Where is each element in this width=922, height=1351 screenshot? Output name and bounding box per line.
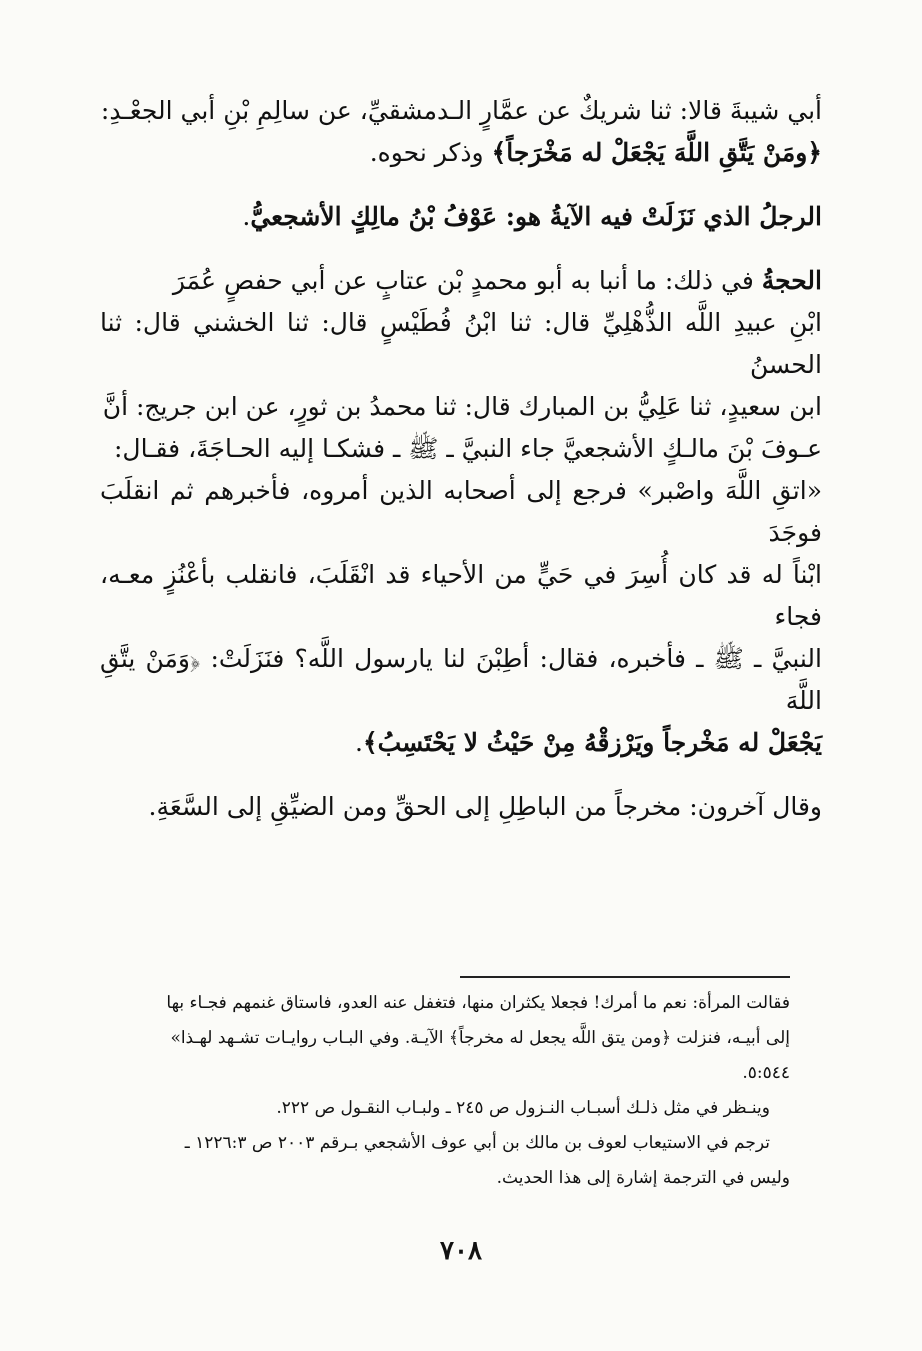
quran-verse: ﴿ومَنْ يَتَّقِ اللَّهَ يَجْعَلْ له مَخْرَجاً﴾ <box>491 138 822 167</box>
footnote-line: ترجم في الاستيعاب لعوف بن مالك بن أبي عوف الأشجعي بـرقم ٢٠٠٣ ص ١٢٢٦:٣ ـ <box>184 1133 770 1153</box>
page-number: ٧٠٨ <box>440 1236 482 1266</box>
paragraph-2 <box>100 196 822 238</box>
text-line <box>100 722 822 764</box>
text-line <box>100 196 822 238</box>
heading-statement: الرجلُ الذي نَزَلَتْ فيه الآيةُ هو: عَوْفُ بْنُ مالِكٍ الأشجعيُّ <box>250 202 822 231</box>
footnote-line: فقالت المرأة: نعم ما أمرك! فجعلا يكثران منها، فتغفل عنه العدو، فاستاق غنمهم فجـاء بها <box>166 993 790 1013</box>
text-fragment: . <box>355 728 363 757</box>
footnote-line: وينـظر في مثل ذلـك أسبـاب النـزول ص ٢٤٥ ـ ولبـاب النقـول ص ٢٢٢. <box>276 1098 770 1118</box>
quran-verse: يَجْعَلْ له مَخْرجاً ويَرْزقْهُ مِنْ حَيْثُ لا يَحْتَسِبُ﴾ <box>362 728 822 757</box>
text-line: النبيَّ ـ ﷺ ـ فأخبره، فقال: أطِبْنَ لنا يارسول اللَّه؟ فنَزَلَتْ: ﴿وَمَنْ يتَّقِ اللَّهَ <box>100 644 822 715</box>
text-line: وقال آخرون: مخرجاً من الباطِلِ إلى الحقِّ ومن الضيِّقِ إلى السَّعَةِ. <box>148 792 822 821</box>
text-line: ابن سعيدٍ، ثنا عَلِيُّ بن المبارك قال: ثنا محمدُ بن ثورٍ، عن ابن جريج: أنَّ <box>102 392 822 421</box>
text-line: ابْنِ عبيدِ اللَّه الذُّهْلِيِّ قال: ثنا ابْنُ فُطَيْسٍ قال: ثنا الخشني قال: ثنا الحسنُ <box>100 308 822 379</box>
text-line: أبي شيبةَ قالا: ثنا شريكٌ عن عمَّارٍ الـدمشقيِّ، عن سالِمِ بْنِ أبي الجعْـدِ: <box>100 96 822 125</box>
paragraph-1 <box>100 90 822 174</box>
footnote-line: ٥:٥٤٤. <box>742 1063 790 1083</box>
text-line <box>100 132 822 174</box>
text-line: ابْناً له قد كان أُسِرَ في حَيٍّ من الأحياء قد انْقَلَبَ، فانقلب بأعْنُزٍ معـه، فجاء <box>100 560 822 631</box>
text-fragment: في ذلك: ما أنبا به أبو محمدٍ بْن عتابٍ عن أبي حفصٍ عُمَرَ <box>172 266 762 295</box>
text-fragment: وذكر نحوه. <box>369 138 492 167</box>
footnote-line: وليس في الترجمة إشارة إلى هذا الحديث. <box>496 1168 790 1188</box>
main-text <box>100 90 822 850</box>
footnotes <box>100 988 790 1198</box>
footnote-divider <box>460 976 790 978</box>
lead-word: الحجةُ <box>761 266 822 295</box>
paragraph-3 <box>100 260 822 764</box>
paragraph-4 <box>100 786 822 828</box>
text-line <box>100 260 822 302</box>
text-line: عـوفَ بْنَ مالـكٍ الأشجعيَّ جاء النبيَّ ـ ﷺ ـ فشكـا إليه الحـاجَةَ، فقـال: <box>114 434 822 463</box>
text-fragment: . <box>242 202 251 231</box>
text-line: «اتقِ اللَّهَ واصْبر» فرجع إلى أصحابه الذين أمروه، فأخبرهم ثم انقلَبَ فوجَدَ <box>100 476 822 547</box>
footnote-line: إلى أبيـه، فنزلت ﴿ومن يتق اللَّه يجعل له مخرجاً﴾ الآيـة. وفي البـاب روايـات تشـهد لهـذا» <box>170 1028 790 1048</box>
